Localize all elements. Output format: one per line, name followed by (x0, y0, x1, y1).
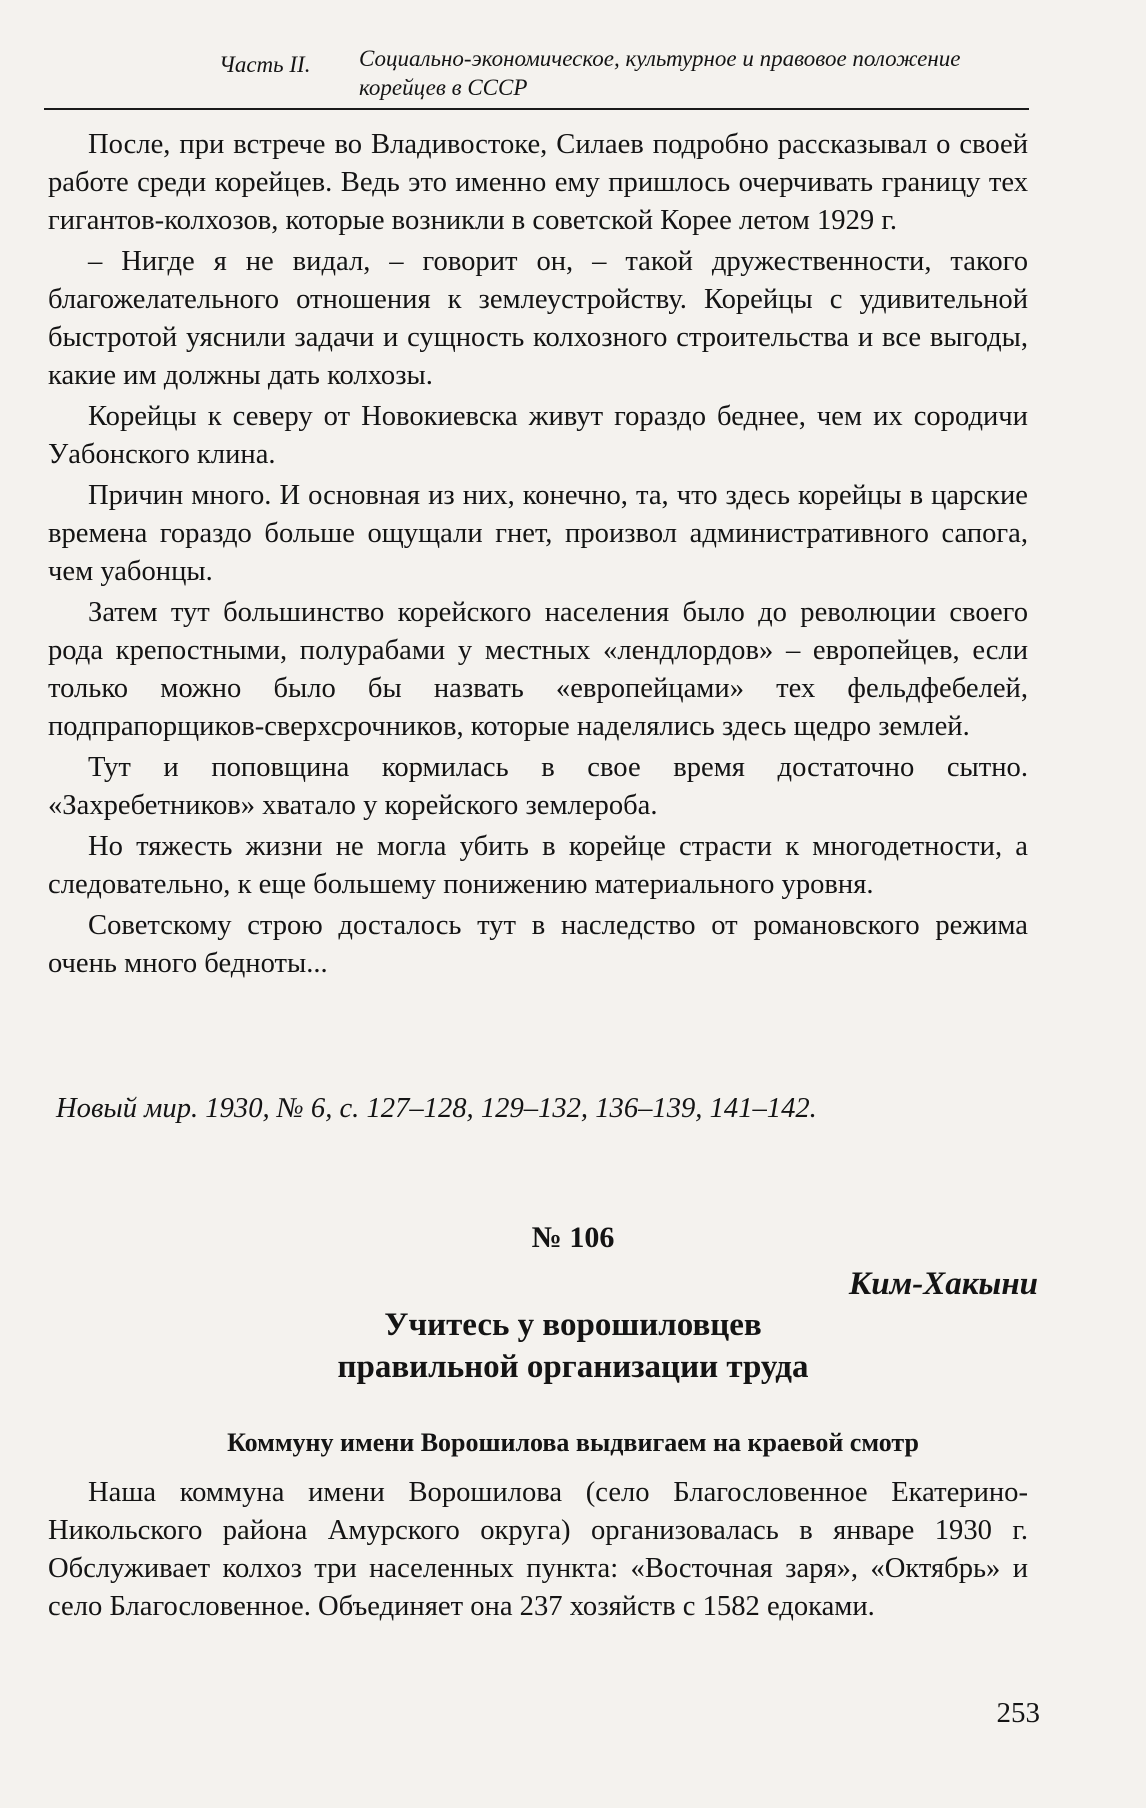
paragraph: После, при встрече во Владивостоке, Силаев подробно рассказывал о своей работе среди корейцев. Ведь это именно ему пришлось очерчивать границу тех гигантов-колхозов, которые возникли в советской Корее летом 1929 г. (48, 129, 1028, 236)
paragraph: – Нигде я не видал, – говорит он, – такой дружественности, такого благожелательного отношения к землеустройству. Корейцы с удивительной быстротой уяснили задачи и сущность колхозного строительства и все выгоды, какие им должны дать колхозы. (48, 246, 1028, 391)
page-number: 253 (996, 1697, 1040, 1729)
paragraph: Советскому строю досталось тут в наследство от романовского режима очень много бедноты... (48, 910, 1028, 979)
document-title-line-2: правильной организации труда (337, 1349, 809, 1385)
paragraph: Но тяжесть жизни не могла убить в корейце страсти к многодетности, а следовательно, к еще большему понижению материального уровня. (48, 831, 1028, 900)
document-number: № 106 (531, 1221, 615, 1254)
header-title-line-1: Социально-экономическое, культурное и правовое положение (359, 46, 961, 71)
source-citation: Новый мир. 1930, № 6, с. 127–128, 129–132, 136–139, 141–142. (56, 1093, 817, 1124)
document-title-line-1: Учитесь у ворошиловцев (384, 1307, 762, 1343)
paragraph: Корейцы к северу от Новокиевска живут гораздо беднее, чем их сородичи Уабонского клина. (48, 401, 1028, 470)
paragraph: Затем тут большинство корейского населения было до революции своего рода крепостными, полурабами у местных «лендлордов» – европейцев, если только можно было бы назвать «европейцами» тех фельдфебелей, подпрапорщиков-сверхсрочников, которые наделялись здесь щедро землей. (48, 597, 1028, 742)
paragraph: Причин много. И основная из них, конечно, та, что здесь корейцы в царские времена гораздо больше ощущали гнет, произвол административного сапога, чем уабонцы. (48, 480, 1028, 587)
main-text (48, 126, 1028, 986)
paragraph: Наша коммуна имени Ворошилова (село Благословенное Екатерино-Никольского района Амурского округа) организовалась в январе 1930 г. Обслуживает колхоз три населенных пункта: «Восточная заря», «Октябрь» и село Благословенное. Объединяет она 237 хозяйств с 1582 едоками. (48, 1477, 1028, 1622)
paragraph: Тут и поповщина кормилась в свое время достаточно сытно. «Захребетников» хватало у корейского землероба. (48, 752, 1028, 821)
header-section-title (359, 44, 1009, 102)
document-text (48, 1474, 1028, 1626)
running-header (44, 42, 1029, 110)
document-title (0, 1304, 1146, 1388)
document-author: Ким-Хакыни (848, 1266, 1038, 1302)
header-title-line-2: корейцев в СССР (359, 75, 528, 100)
header-part-label: Часть II. (219, 52, 311, 77)
document-subheading: Коммуну имени Ворошилова выдвигаем на краевой смотр (227, 1428, 919, 1457)
